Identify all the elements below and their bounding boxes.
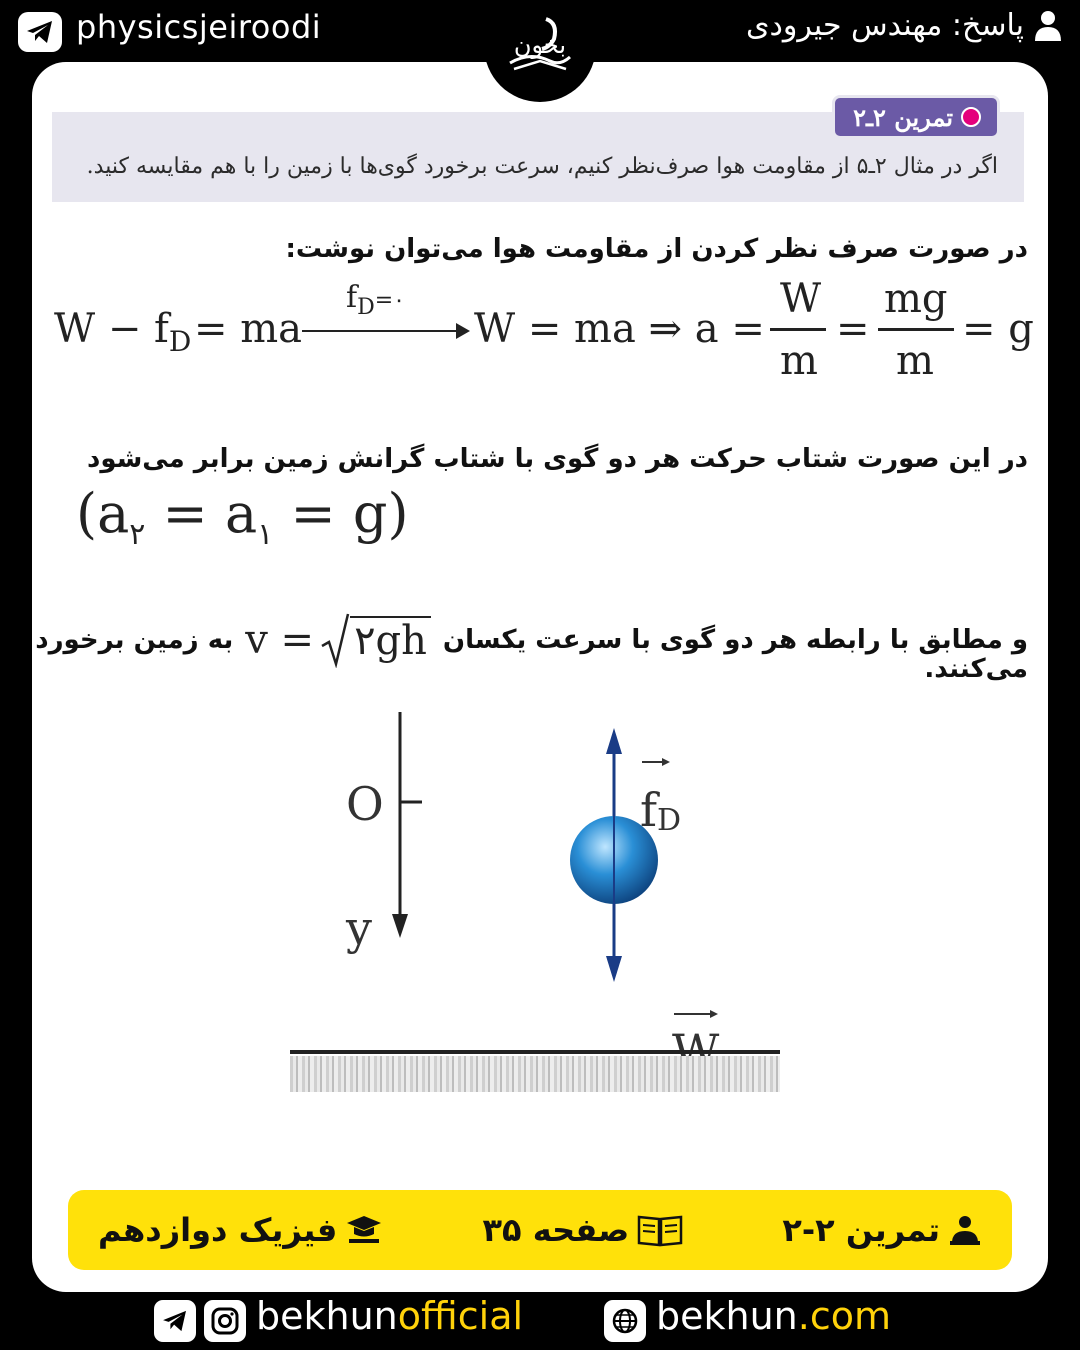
user-icon: [1034, 10, 1062, 42]
info-bar: [68, 1190, 1012, 1270]
info-exercise: تمرین ۲-۲: [782, 1211, 982, 1249]
author-label: [746, 8, 1062, 43]
velocity-formula: v = ۲gh: [245, 612, 431, 668]
eq-ma: = ma: [194, 306, 303, 352]
solution-line-1: در صورت صرف نظر کردن از مقاومت هوا می‌توان نوشت:: [285, 234, 1028, 264]
arrow-head-icon: [456, 323, 470, 339]
answer-by-text: پاسخ: مهندس جیرودی: [746, 8, 1024, 43]
frac1-denominator: m: [780, 338, 818, 384]
telegram-icon[interactable]: [18, 12, 62, 52]
frac1-numerator: W: [780, 276, 822, 322]
equation-accelerations: $(a_۲ = a_۱ = g)$: [76, 482, 409, 552]
top-bar: [0, 0, 1080, 62]
frac2-bar: [878, 328, 954, 331]
equation-newton: [54, 276, 1034, 390]
graduation-cap-icon: [345, 1213, 383, 1247]
frac2-numerator: mg: [884, 276, 948, 322]
eq-rhs: = g: [962, 306, 1034, 352]
origin-label: O: [346, 777, 384, 831]
solution-line-2: در این صورت شتاب حرکت هر دو گوی با شتاب گرانش زمین برابر می‌شود: [87, 444, 1028, 474]
telegram-footer-icon[interactable]: [154, 1300, 196, 1342]
exercise-box: [52, 102, 1024, 202]
implication-arrow: [302, 330, 462, 332]
eq-mid: W = ma ⇒ a =: [474, 306, 765, 352]
drag-force-label: fD: [640, 783, 682, 838]
teacher-icon: [948, 1213, 982, 1247]
frac2-denominator: m: [896, 338, 934, 384]
footer: [0, 1292, 1080, 1350]
drag-arrowhead: [606, 728, 622, 754]
axis-label: y: [346, 901, 372, 955]
info-book: فیزیک دوازدهم: [98, 1211, 383, 1249]
badge-dot-icon: [961, 107, 981, 127]
content-card: [32, 62, 1048, 1292]
frac1-bar: [770, 328, 826, 331]
free-fall-diagram: [282, 692, 802, 1102]
arrow-condition: $f_D=۰$: [346, 280, 405, 320]
telegram-handle[interactable]: physicsjeiroodi: [76, 8, 322, 46]
ground-hatch: [290, 1056, 780, 1092]
y-axis-arrowhead: [392, 914, 408, 938]
line3-text-a: و مطابق با رابطه هر دو گوی با سرعت یکسان: [442, 625, 1028, 655]
exercise-badge-label: تمرین ۲ـ۲: [853, 102, 953, 132]
sqrt-icon: [320, 612, 350, 668]
instagram-handle[interactable]: bekhunofficial: [256, 1294, 524, 1338]
svg-text:بخون: بخون: [513, 31, 567, 59]
info-page: صفحه ۳۵: [482, 1211, 683, 1249]
solution-line-4: می‌کنند.: [924, 654, 1028, 684]
ground-line: [290, 1050, 780, 1054]
solution-line-3: [35, 612, 1028, 668]
eq-sign: =: [836, 306, 870, 352]
exercise-badge: [832, 95, 1000, 139]
exercise-question: اگر در مثال ۲ـ۵ از مقاومت هوا صرف‌نظر کنیم، سرعت برخورد گوی‌ها با زمین را با هم مقایسه کنید.: [86, 154, 998, 179]
book-icon: [637, 1213, 683, 1247]
website-link[interactable]: bekhun.com: [656, 1294, 892, 1338]
instagram-icon[interactable]: [204, 1300, 246, 1342]
globe-icon[interactable]: [604, 1300, 646, 1342]
line3-text-b: به زمین برخورد: [35, 625, 234, 655]
eq-lhs: $W - f_D$: [54, 306, 192, 358]
weight-arrowhead: [606, 956, 622, 982]
